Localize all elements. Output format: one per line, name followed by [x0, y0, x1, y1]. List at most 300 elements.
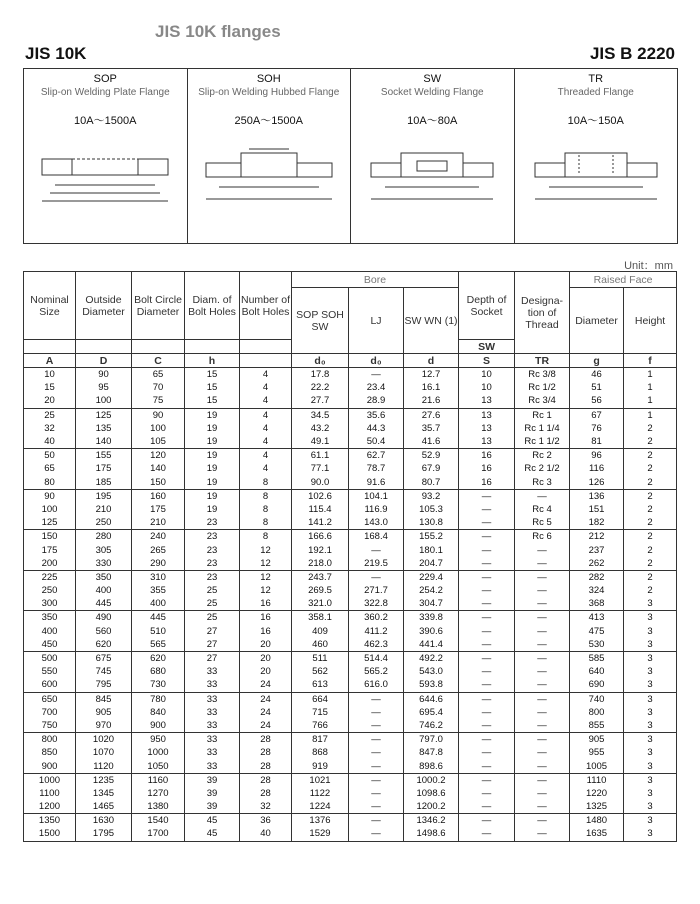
- table-cell: 225: [24, 570, 76, 584]
- table-cell: —: [349, 733, 404, 747]
- table-cell: 640: [570, 665, 624, 678]
- table-cell: 305: [76, 543, 132, 556]
- table-cell: —: [459, 733, 515, 747]
- table-cell: 19: [185, 476, 240, 490]
- table-cell: 3: [624, 678, 677, 692]
- header-sw-label: SW: [459, 340, 515, 354]
- table-cell: 192.1: [292, 543, 349, 556]
- table-row: [24, 570, 677, 584]
- type-range: 10A～80A: [407, 115, 458, 127]
- table-cell: 1500: [24, 827, 76, 841]
- table-row: [24, 584, 677, 597]
- table-cell: 690: [570, 678, 624, 692]
- table-cell: 492.2: [404, 651, 459, 665]
- table-cell: —: [459, 638, 515, 652]
- table-cell: 20: [24, 394, 76, 408]
- table-cell: 49.1: [292, 435, 349, 449]
- table-cell: 33: [185, 759, 240, 773]
- table-cell: 16: [240, 625, 292, 638]
- table-row: [24, 422, 677, 435]
- table-cell: —: [515, 557, 570, 571]
- table-cell: 868: [292, 746, 349, 759]
- table-cell: 12: [240, 570, 292, 584]
- table-cell: 1325: [570, 800, 624, 814]
- flange-type-sop: [24, 69, 188, 243]
- table-cell: 16: [459, 476, 515, 490]
- table-cell: —: [349, 814, 404, 828]
- table-row: [24, 827, 677, 841]
- table-cell: 22.2: [292, 381, 349, 394]
- table-cell: 740: [570, 692, 624, 706]
- table-cell: —: [459, 746, 515, 759]
- table-cell: Rc 1 1/2: [515, 435, 570, 449]
- table-cell: 390.6: [404, 625, 459, 638]
- sym-h: h: [185, 354, 240, 368]
- flange-type-soh: [188, 69, 352, 243]
- table-cell: 140: [132, 462, 185, 475]
- table-cell: 1498.6: [404, 827, 459, 841]
- header-rf-diameter: Diameter: [570, 288, 624, 354]
- table-cell: 8: [240, 530, 292, 544]
- table-cell: 2: [624, 476, 677, 490]
- table-cell: 1005: [570, 759, 624, 773]
- type-name: Slip-on Welding Hubbed Flange: [198, 87, 340, 98]
- table-cell: Rc 2: [515, 449, 570, 463]
- table-cell: 1795: [76, 827, 132, 841]
- table-cell: 33: [185, 678, 240, 692]
- table-cell: 271.7: [349, 584, 404, 597]
- table-cell: 218.0: [292, 557, 349, 571]
- table-cell: 766: [292, 719, 349, 733]
- table-row: [24, 692, 677, 706]
- table-cell: 141.2: [292, 516, 349, 530]
- sym-A: A: [24, 354, 76, 368]
- table-row: [24, 557, 677, 571]
- table-cell: 750: [24, 719, 76, 733]
- table-cell: 45: [185, 827, 240, 841]
- type-name: Socket Welding Flange: [380, 87, 484, 98]
- table-cell: 797.0: [404, 733, 459, 747]
- table-cell: 10: [459, 368, 515, 382]
- table-cell: 19: [185, 408, 240, 422]
- table-cell: 16: [240, 611, 292, 625]
- table-cell: 175: [24, 543, 76, 556]
- table-row: [24, 651, 677, 665]
- table-cell: 36: [240, 814, 292, 828]
- table-row: [24, 746, 677, 759]
- table-cell: 3: [624, 706, 677, 719]
- table-row: [24, 530, 677, 544]
- sym-g: g: [570, 354, 624, 368]
- table-cell: 593.8: [404, 678, 459, 692]
- table-cell: —: [515, 638, 570, 652]
- table-cell: 175: [76, 462, 132, 475]
- standard-right: JIS B 2220: [589, 44, 675, 63]
- header-bolt-circle: Bolt Circle Diameter: [132, 272, 185, 340]
- table-cell: 34.5: [292, 408, 349, 422]
- table-cell: —: [515, 665, 570, 678]
- table-cell: 229.4: [404, 570, 459, 584]
- table-cell: 28: [240, 759, 292, 773]
- header-number-bolt-holes: Number of Bolt Holes: [240, 272, 292, 340]
- type-code: SW: [423, 73, 442, 85]
- table-cell: Rc 3/8: [515, 368, 570, 382]
- table-cell: —: [459, 489, 515, 503]
- table-cell: 680: [132, 665, 185, 678]
- table-cell: 620: [132, 651, 185, 665]
- table-cell: 250: [24, 584, 76, 597]
- table-cell: 1376: [292, 814, 349, 828]
- table-cell: 550: [24, 665, 76, 678]
- table-cell: 39: [185, 787, 240, 800]
- table-cell: 695.4: [404, 706, 459, 719]
- table-cell: 290: [132, 557, 185, 571]
- header-bore-lj: LJ: [349, 288, 404, 354]
- table-cell: 2: [624, 489, 677, 503]
- table-cell: 105.3: [404, 503, 459, 516]
- table-cell: —: [459, 530, 515, 544]
- table-cell: 16: [459, 462, 515, 475]
- table-cell: 23: [185, 557, 240, 571]
- table-cell: 61.1: [292, 449, 349, 463]
- table-row: [24, 368, 677, 382]
- table-cell: 39: [185, 773, 240, 787]
- table-cell: 25: [185, 597, 240, 611]
- table-cell: 90: [132, 408, 185, 422]
- table-cell: 450: [24, 638, 76, 652]
- table-cell: 28.9: [349, 394, 404, 408]
- table-cell: 27.7: [292, 394, 349, 408]
- table-cell: 1098.6: [404, 787, 459, 800]
- table-cell: 90: [76, 368, 132, 382]
- table-cell: 180.1: [404, 543, 459, 556]
- table-cell: 19: [185, 462, 240, 475]
- table-cell: 3: [624, 651, 677, 665]
- table-cell: 175: [132, 503, 185, 516]
- table-cell: 76: [570, 422, 624, 435]
- table-cell: 10: [24, 368, 76, 382]
- table-cell: 125: [24, 516, 76, 530]
- table-cell: 300: [24, 597, 76, 611]
- table-cell: 1000: [132, 746, 185, 759]
- table-cell: 23: [185, 530, 240, 544]
- table-cell: 400: [132, 597, 185, 611]
- table-cell: —: [515, 733, 570, 747]
- table-cell: 4: [240, 408, 292, 422]
- table-cell: 12: [240, 557, 292, 571]
- table-cell: 39: [185, 800, 240, 814]
- table-cell: 51: [570, 381, 624, 394]
- table-row: [24, 449, 677, 463]
- table-cell: 3: [624, 611, 677, 625]
- table-cell: 1480: [570, 814, 624, 828]
- table-cell: —: [459, 584, 515, 597]
- table-cell: 23: [185, 516, 240, 530]
- table-cell: 185: [76, 476, 132, 490]
- table-row: [24, 733, 677, 747]
- table-cell: 80.7: [404, 476, 459, 490]
- table-cell: 100: [76, 394, 132, 408]
- table-cell: 8: [240, 516, 292, 530]
- table-cell: 35.7: [404, 422, 459, 435]
- table-cell: 500: [24, 651, 76, 665]
- table-cell: 24: [240, 719, 292, 733]
- table-cell: Rc 5: [515, 516, 570, 530]
- sym-f: f: [624, 354, 677, 368]
- table-cell: 490: [76, 611, 132, 625]
- table-cell: 620: [76, 638, 132, 652]
- table-row: [24, 706, 677, 719]
- table-cell: 78.7: [349, 462, 404, 475]
- table-cell: 970: [76, 719, 132, 733]
- table-row: [24, 800, 677, 814]
- table-row: [24, 597, 677, 611]
- table-cell: 322.8: [349, 597, 404, 611]
- table-cell: —: [459, 827, 515, 841]
- table-cell: 4: [240, 462, 292, 475]
- table-cell: 3: [624, 597, 677, 611]
- table-cell: 168.4: [349, 530, 404, 544]
- table-cell: —: [349, 800, 404, 814]
- table-cell: 360.2: [349, 611, 404, 625]
- table-cell: —: [515, 611, 570, 625]
- table-cell: —: [515, 787, 570, 800]
- table-cell: —: [515, 827, 570, 841]
- table-cell: 136: [570, 489, 624, 503]
- table-cell: 250: [76, 516, 132, 530]
- table-cell: 2: [624, 570, 677, 584]
- table-cell: 19: [185, 503, 240, 516]
- table-cell: 182: [570, 516, 624, 530]
- table-cell: 24: [240, 692, 292, 706]
- table-cell: 441.4: [404, 638, 459, 652]
- table-cell: 644.6: [404, 692, 459, 706]
- table-cell: 400: [24, 625, 76, 638]
- table-cell: 339.8: [404, 611, 459, 625]
- header-bore-sw: SW WN (1): [404, 288, 459, 354]
- type-name: Threaded Flange: [557, 87, 634, 98]
- table-cell: 324: [570, 584, 624, 597]
- sym-S: S: [459, 354, 515, 368]
- table-row: [24, 638, 677, 652]
- table-cell: 304.7: [404, 597, 459, 611]
- table-cell: —: [349, 570, 404, 584]
- table-cell: 16: [459, 449, 515, 463]
- table-row: [24, 665, 677, 678]
- unit-label: Unit：mm: [624, 260, 673, 272]
- flange-type-tr: [515, 69, 678, 243]
- table-cell: 12.7: [404, 368, 459, 382]
- table-cell: 237: [570, 543, 624, 556]
- table-cell: —: [515, 625, 570, 638]
- table-cell: —: [515, 800, 570, 814]
- table-row: [24, 759, 677, 773]
- table-cell: 150: [24, 530, 76, 544]
- table-cell: —: [515, 759, 570, 773]
- table-cell: —: [349, 787, 404, 800]
- sym-d0b: d₀: [349, 354, 404, 368]
- table-row: [24, 543, 677, 556]
- table-cell: 280: [76, 530, 132, 544]
- header-bore: Bore: [292, 272, 459, 288]
- table-cell: —: [349, 746, 404, 759]
- table-cell: 800: [24, 733, 76, 747]
- table-cell: 350: [76, 570, 132, 584]
- table-cell: 3: [624, 814, 677, 828]
- table-cell: 1345: [76, 787, 132, 800]
- table-cell: 1050: [132, 759, 185, 773]
- table-row: [24, 611, 677, 625]
- table-cell: 1021: [292, 773, 349, 787]
- table-cell: 1000: [24, 773, 76, 787]
- table-cell: 155.2: [404, 530, 459, 544]
- table-cell: 262: [570, 557, 624, 571]
- table-cell: 56: [570, 394, 624, 408]
- table-row: [24, 408, 677, 422]
- table-cell: 33: [185, 706, 240, 719]
- table-cell: 25: [185, 584, 240, 597]
- table-cell: 130.8: [404, 516, 459, 530]
- table-cell: 15: [24, 381, 76, 394]
- table-cell: 93.2: [404, 489, 459, 503]
- table-cell: 715: [292, 706, 349, 719]
- table-cell: 3: [624, 719, 677, 733]
- table-cell: 50.4: [349, 435, 404, 449]
- table-cell: 135: [76, 422, 132, 435]
- table-cell: 33: [185, 746, 240, 759]
- table-cell: —: [349, 706, 404, 719]
- table-cell: —: [515, 719, 570, 733]
- standard-left: JIS 10K: [25, 44, 87, 63]
- table-cell: —: [459, 773, 515, 787]
- table-cell: 600: [24, 678, 76, 692]
- header-nominal-size: Nominal Size: [24, 272, 76, 340]
- table-cell: 116.9: [349, 503, 404, 516]
- table-cell: 900: [132, 719, 185, 733]
- table-cell: 65: [24, 462, 76, 475]
- table-cell: 100: [24, 503, 76, 516]
- table-cell: 28: [240, 746, 292, 759]
- table-cell: 3: [624, 638, 677, 652]
- table-cell: Rc 6: [515, 530, 570, 544]
- type-code: SOH: [256, 73, 281, 85]
- table-cell: 400: [76, 584, 132, 597]
- table-cell: 1020: [76, 733, 132, 747]
- table-cell: 21.6: [404, 394, 459, 408]
- table-cell: 91.6: [349, 476, 404, 490]
- sop-flange-drawing-icon: [30, 147, 180, 217]
- table-cell: 511: [292, 651, 349, 665]
- table-cell: 445: [76, 597, 132, 611]
- table-row: [24, 773, 677, 787]
- table-cell: 52.9: [404, 449, 459, 463]
- table-cell: 4: [240, 394, 292, 408]
- table-cell: 204.7: [404, 557, 459, 571]
- table-cell: 13: [459, 394, 515, 408]
- table-cell: 746.2: [404, 719, 459, 733]
- table-cell: 1160: [132, 773, 185, 787]
- table-cell: 45: [185, 814, 240, 828]
- table-cell: 105: [132, 435, 185, 449]
- table-cell: 265: [132, 543, 185, 556]
- table-cell: 25: [24, 408, 76, 422]
- table-cell: —: [459, 678, 515, 692]
- type-range: 250A～1500A: [234, 115, 303, 127]
- table-cell: —: [459, 557, 515, 571]
- table-cell: 28: [240, 773, 292, 787]
- table-cell: 20: [240, 665, 292, 678]
- table-cell: 1: [624, 368, 677, 382]
- table-cell: 350: [24, 611, 76, 625]
- header-raised-face: Raised Face: [570, 272, 677, 288]
- table-cell: 33: [185, 692, 240, 706]
- table-cell: 3: [624, 746, 677, 759]
- table-cell: 845: [76, 692, 132, 706]
- table-cell: 44.3: [349, 422, 404, 435]
- table-cell: 565.2: [349, 665, 404, 678]
- table-cell: 3: [624, 773, 677, 787]
- table-cell: 155: [76, 449, 132, 463]
- table-cell: 1122: [292, 787, 349, 800]
- table-row: [24, 516, 677, 530]
- table-cell: —: [515, 746, 570, 759]
- table-cell: 240: [132, 530, 185, 544]
- table-cell: 1200: [24, 800, 76, 814]
- table-cell: 19: [185, 449, 240, 463]
- table-cell: 3: [624, 625, 677, 638]
- table-cell: 40: [240, 827, 292, 841]
- table-cell: 8: [240, 503, 292, 516]
- table-cell: 3: [624, 827, 677, 841]
- type-range: 10A～1500A: [74, 115, 137, 127]
- table-cell: 25: [185, 611, 240, 625]
- table-cell: —: [349, 773, 404, 787]
- table-cell: 358.1: [292, 611, 349, 625]
- table-cell: —: [515, 706, 570, 719]
- header-bore-sop: SOP SOH SW: [292, 288, 349, 354]
- table-cell: 847.8: [404, 746, 459, 759]
- table-cell: 70: [132, 381, 185, 394]
- table-cell: 19: [185, 435, 240, 449]
- header-tr-label: TR: [515, 354, 570, 368]
- table-cell: 28: [240, 733, 292, 747]
- table-cell: 1120: [76, 759, 132, 773]
- flange-types-panel: [23, 68, 678, 244]
- table-cell: —: [459, 543, 515, 556]
- table-cell: —: [459, 625, 515, 638]
- table-cell: 62.7: [349, 449, 404, 463]
- table-cell: 19: [185, 489, 240, 503]
- table-cell: 1635: [570, 827, 624, 841]
- table-cell: 530: [570, 638, 624, 652]
- sym-D: D: [76, 354, 132, 368]
- table-cell: 40: [24, 435, 76, 449]
- table-cell: 143.0: [349, 516, 404, 530]
- table-cell: Rc 4: [515, 503, 570, 516]
- header-diam-bolt-holes: Diam. of Bolt Holes: [185, 272, 240, 340]
- table-cell: 650: [24, 692, 76, 706]
- table-cell: 195: [76, 489, 132, 503]
- table-cell: 35.6: [349, 408, 404, 422]
- table-cell: 77.1: [292, 462, 349, 475]
- table-cell: 817: [292, 733, 349, 747]
- table-cell: 125: [76, 408, 132, 422]
- table-cell: —: [349, 719, 404, 733]
- table-cell: 1200.2: [404, 800, 459, 814]
- table-cell: 1630: [76, 814, 132, 828]
- table-cell: 95: [76, 381, 132, 394]
- table-cell: —: [459, 665, 515, 678]
